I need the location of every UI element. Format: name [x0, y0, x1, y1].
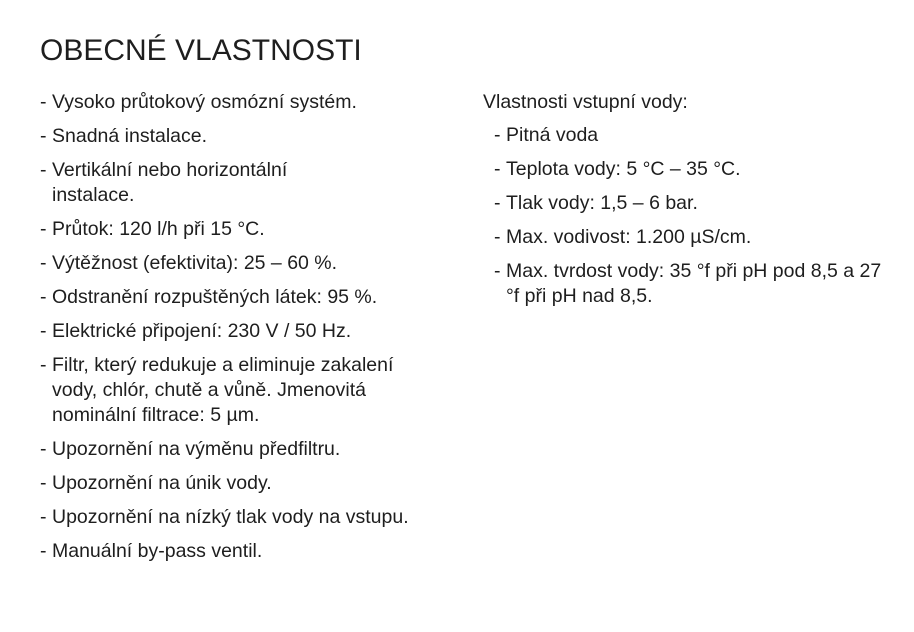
list-item-text: Upozornění na výměnu předfiltru. [52, 438, 341, 460]
list-item [494, 123, 893, 148]
page-title: OBECNÉ VLASTNOSTI [40, 34, 362, 67]
list-item-text: Pitná voda [506, 124, 599, 146]
list-item-text: Tlak vody: 1,5 – 6 bar. [506, 192, 698, 214]
list-dash: - [494, 124, 501, 146]
list-item [40, 285, 460, 310]
list-item-text: Max. vodivost: 1.200 µS/cm. [506, 226, 752, 248]
list-item-text: Snadná instalace. [52, 125, 208, 147]
list-item-text: Výtěžnost (efektivita): 25 – 60 %. [52, 252, 338, 274]
list-dash: - [40, 218, 47, 240]
list-item [40, 217, 460, 242]
list-dash: - [494, 260, 501, 282]
list-item [40, 539, 460, 564]
list-item [40, 319, 460, 344]
list-item-text: Teplota vody: 5 °C – 35 °C. [506, 158, 741, 180]
general-properties-column [40, 90, 460, 573]
list-dash: - [40, 438, 47, 460]
list-item [40, 353, 432, 428]
list-dash: - [40, 320, 47, 342]
list-item [40, 124, 460, 149]
list-item [40, 158, 352, 208]
list-dash: - [40, 159, 47, 181]
list-dash: - [40, 125, 47, 147]
list-dash: - [494, 158, 501, 180]
list-dash: - [40, 472, 47, 494]
input-water-list [483, 123, 893, 309]
list-item [40, 471, 460, 496]
list-item [40, 251, 460, 276]
list-dash: - [494, 192, 501, 214]
list-item-text: Max. tvrdost vody: 35 °f při pH pod 8,5 a 27 °f při pH nad 8,5. [506, 260, 882, 307]
list-dash: - [494, 226, 501, 248]
list-item-text: Manuální by-pass ventil. [52, 540, 263, 562]
list-item-text: Elektrické připojení: 230 V / 50 Hz. [52, 320, 352, 342]
list-item-text: Upozornění na únik vody. [52, 472, 272, 494]
list-item [494, 225, 893, 250]
list-item-text: Filtr, který redukuje a eliminuje zakalení vody, chlór, chutě a vůně. Jmenovitá nominální filtrace: 5 µm. [52, 354, 394, 426]
list-dash: - [40, 91, 47, 113]
list-item-text: Vertikální nebo horizontální instalace. [52, 159, 288, 206]
list-dash: - [40, 540, 47, 562]
list-item-text: Průtok: 120 l/h při 15 °C. [52, 218, 265, 240]
list-dash: - [40, 252, 47, 274]
list-item-text: Odstranění rozpuštěných látek: 95 %. [52, 286, 378, 308]
list-item [494, 259, 893, 309]
list-dash: - [40, 354, 47, 376]
list-item [40, 90, 460, 115]
list-dash: - [40, 506, 47, 528]
list-item-text: Vysoko průtokový osmózní systém. [52, 91, 357, 113]
list-item [494, 191, 893, 216]
list-item-text: Upozornění na nízký tlak vody na vstupu. [52, 506, 409, 528]
list-dash: - [40, 286, 47, 308]
list-item [40, 437, 460, 462]
general-properties-list [40, 90, 460, 564]
list-item [494, 157, 893, 182]
input-water-heading: Vlastnosti vstupní vody: [483, 91, 688, 113]
list-item [40, 505, 412, 530]
input-water-properties-column [483, 90, 893, 318]
